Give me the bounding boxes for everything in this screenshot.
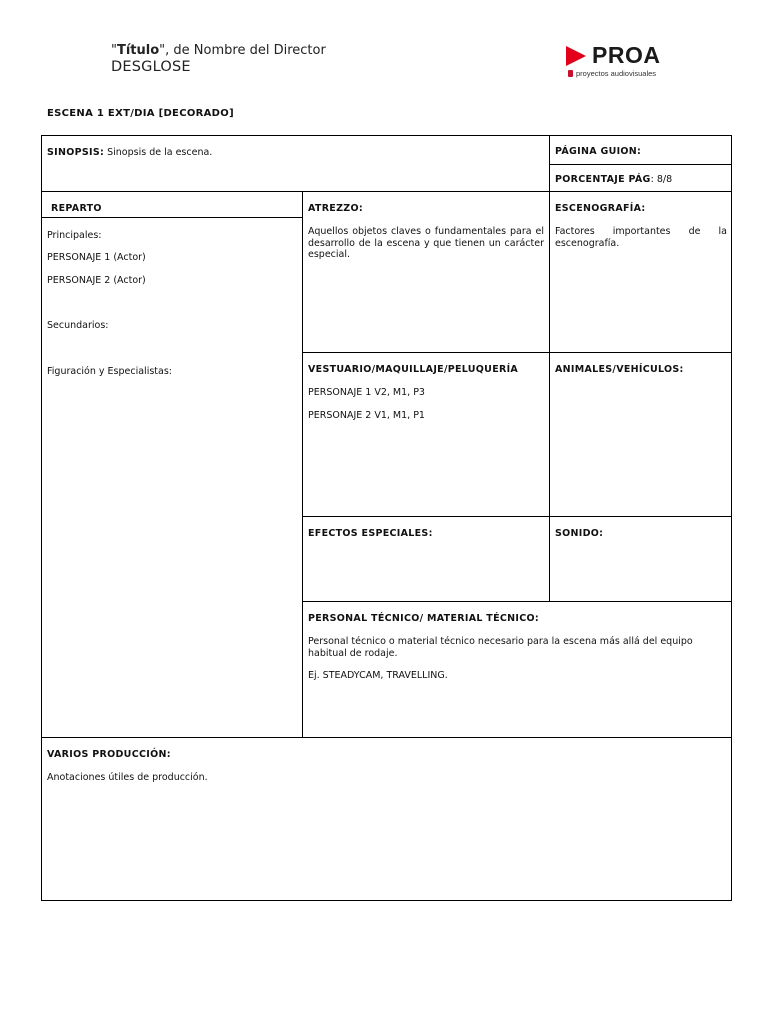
vestuario-line-2: PERSONAJE 2 V1, M1, P1 xyxy=(308,410,425,421)
reparto-secundarios: Secundarios: xyxy=(47,320,109,331)
table-border-left xyxy=(41,135,42,901)
divider xyxy=(549,164,732,165)
reparto-personaje-2: PERSONAJE 2 (Actor) xyxy=(47,275,146,286)
varios-text: Anotaciones útiles de producción. xyxy=(47,772,208,783)
porcentaje-cell xyxy=(555,174,727,186)
atrezzo-label: ATREZZO: xyxy=(308,203,363,214)
sonido-cell xyxy=(555,528,727,540)
table-border-right xyxy=(731,135,732,901)
divider xyxy=(302,516,732,517)
efectos-cell xyxy=(308,528,544,540)
divider xyxy=(302,191,303,738)
crest-icon xyxy=(568,70,573,77)
divider xyxy=(41,737,732,738)
personal-example: Ej. STEADYCAM, TRAVELLING. xyxy=(308,670,448,681)
reparto-principales: Principales: xyxy=(47,230,102,241)
varios-label: VARIOS PRODUCCIÓN: xyxy=(47,749,171,760)
pagina-guion-label: PÁGINA GUION: xyxy=(555,146,642,157)
vestuario-cell xyxy=(308,364,544,422)
porcentaje-label: PORCENTAJE PÁG xyxy=(555,174,651,185)
animales-label: ANIMALES/VEHÍCULOS: xyxy=(555,364,684,375)
reparto-personaje-1: PERSONAJE 1 (Actor) xyxy=(47,252,146,263)
personal-text: Personal técnico o material técnico necesario para la escena más allá del equipo habitual de rodaje. xyxy=(308,636,693,659)
sonido-label: SONIDO: xyxy=(555,528,604,539)
document-subtitle: DESGLOSE xyxy=(111,59,191,75)
vestuario-label: VESTUARIO/MAQUILLAJE/PELUQUERÍA xyxy=(308,364,519,375)
escenografia-text: Factores importantes de la escenografía. xyxy=(555,226,727,249)
play-triangle-icon xyxy=(566,46,586,66)
personal-cell xyxy=(308,613,728,682)
logo-tagline: proyectos audiovisuales xyxy=(576,69,657,78)
escenografia-cell xyxy=(555,203,727,249)
efectos-label: EFECTOS ESPECIALES: xyxy=(308,528,433,539)
document-title xyxy=(111,43,326,58)
scene-heading: ESCENA 1 EXT/DIA [DECORADO] xyxy=(47,108,234,119)
proa-logo xyxy=(566,44,666,84)
divider xyxy=(41,191,732,192)
varios-cell xyxy=(47,749,727,784)
personal-label: PERSONAL TÉCNICO/ MATERIAL TÉCNICO: xyxy=(308,613,539,624)
reparto-header xyxy=(51,203,102,215)
escenografia-label: ESCENOGRAFÍA: xyxy=(555,203,646,214)
porcentaje-value: : 8/8 xyxy=(650,174,673,185)
divider xyxy=(549,191,550,602)
pagina-guion-cell xyxy=(555,146,727,158)
title-bold: Título xyxy=(116,43,160,58)
table-border-top xyxy=(41,135,732,136)
reparto-figuracion: Figuración y Especialistas: xyxy=(47,366,172,377)
atrezzo-text: Aquellos objetos claves o fundamentales para el desarrollo de la escena y que tienen un carácter especial. xyxy=(308,226,544,260)
animales-cell xyxy=(555,364,727,376)
atrezzo-cell xyxy=(308,203,544,261)
sinopsis-cell xyxy=(47,147,542,159)
vestuario-line-1: PERSONAJE 1 V2, M1, P3 xyxy=(308,387,425,398)
sinopsis-label: SINOPSIS: xyxy=(47,147,105,158)
logo-wordmark: PROA xyxy=(592,42,661,68)
divider xyxy=(302,601,732,602)
reparto-label: REPARTO xyxy=(51,203,102,214)
title-rest: ", de Nombre del Director xyxy=(159,43,326,58)
sinopsis-text: Sinopsis de la escena. xyxy=(104,147,213,158)
divider xyxy=(302,352,732,353)
divider xyxy=(41,217,303,218)
title-quote: " xyxy=(111,43,117,58)
table-border-bottom xyxy=(41,900,732,901)
